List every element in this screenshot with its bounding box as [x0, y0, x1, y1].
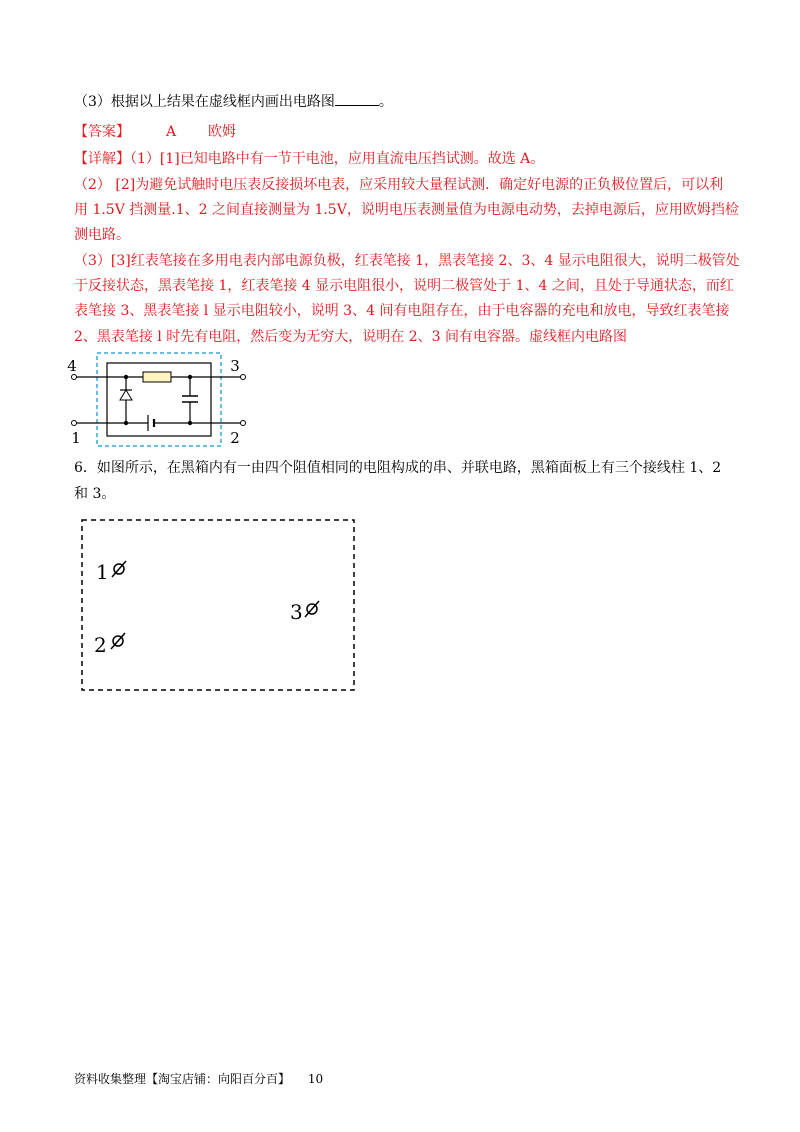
- black-box-diagram: [78, 516, 362, 696]
- label-3: 3: [230, 357, 240, 375]
- detail-line-4: 测电路。: [74, 227, 130, 243]
- question-3-text: （3）根据以上结果在虚线框内画出电路图: [74, 94, 335, 110]
- label-2: 2: [230, 429, 240, 447]
- detail-line-2: （2） [2]为避免试触时电压表反接损坏电表，应采用较大量程试测．确定好电源的正负极位置后，可以利: [74, 177, 724, 193]
- answer-line: [74, 122, 236, 142]
- question-6-line-1: 6．如图所示，在黑箱内有一由四个阻值相同的电阻构成的串、并联电路，黑箱面板上有三个接线柱 1、2: [74, 460, 722, 476]
- footer-text: 资料收集整理【淘宝店铺：向阳百分百】: [74, 1072, 291, 1086]
- detail-line-1: [74, 149, 544, 169]
- question-3-suffix: 。: [378, 94, 393, 110]
- terminal-2: [241, 421, 246, 426]
- label-1: 1: [71, 429, 81, 447]
- black-box-frame: [82, 520, 354, 690]
- detail-line-6: 于反接状态，黑表笔接 1，红表笔接 4 显示电阻很小，说明二极管处于 1、4 之间，且处于导通状态，而红: [74, 278, 734, 294]
- page-footer: [74, 1071, 323, 1087]
- detail-line-7: 表笔接 3、黑表笔接 l 显示电阻较小，说明 3、4 间有电阻存在，由于电容器的充电和放电，导致红表笔接: [74, 303, 730, 319]
- circuit-diagram: [60, 345, 260, 455]
- question-3: [74, 92, 393, 112]
- question-6-line-2: 和 3。: [74, 486, 116, 502]
- terminal-3: [241, 375, 246, 380]
- label-4: 4: [67, 357, 77, 375]
- detail-line-3: 用 1.5V 挡测量.1、2 之间直接测量为 1.5V，说明电压表测量值为电源电动势，去掉电源后，应用欧姆挡检: [74, 202, 739, 218]
- answer-label: 【答案】: [74, 124, 130, 140]
- terminal-1: [72, 421, 77, 426]
- box-label-1: 1: [96, 560, 109, 584]
- box-label-2: 2: [94, 633, 107, 657]
- answer-blank: [335, 93, 379, 106]
- detail-line-5: （3）[3]红表笔接在多用电表内部电源负极，红表笔接 1，黑表笔接 2、3、4 显示电阻很大，说明二极管处: [74, 253, 740, 269]
- diode-symbol: [120, 390, 132, 400]
- answer-value-1: A: [166, 124, 177, 140]
- detail-label: 【详解】: [74, 151, 130, 167]
- dashed-frame: [97, 353, 221, 446]
- terminal-4: [72, 375, 77, 380]
- answer-value-2: 欧姆: [208, 124, 236, 140]
- detail-text-1: （1）[1]已知电路中有一节干电池，应用直流电压挡试测。故选 A。: [130, 151, 545, 167]
- box-label-3: 3: [290, 600, 303, 624]
- page-number: 10: [307, 1072, 324, 1086]
- detail-line-8: 2、黑表笔接 l 时先有电阻，然后变为无穷大，说明在 2、3 间有电容器。虚线框内电路图: [74, 329, 627, 345]
- resistor: [143, 372, 171, 382]
